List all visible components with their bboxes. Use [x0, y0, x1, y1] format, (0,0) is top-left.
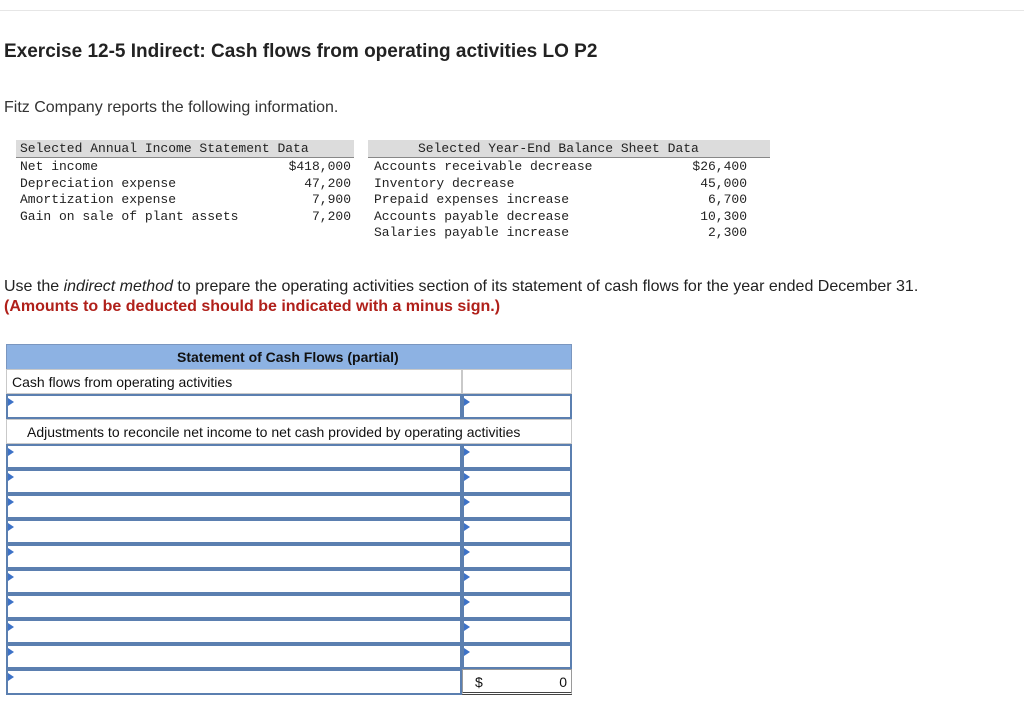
dropdown-marker-icon [8, 523, 14, 531]
income-row-label: Depreciation expense [20, 176, 177, 191]
worksheet-title: Statement of Cash Flows (partial) [177, 349, 399, 365]
balance-row-value: $26,400 [692, 159, 747, 174]
dropdown-marker-icon [464, 648, 470, 656]
adjustment-amount-input[interactable] [462, 469, 572, 494]
adjustment-label-input[interactable] [6, 619, 462, 644]
adjustment-amount-input[interactable] [462, 594, 572, 619]
income-row-value: 47,200 [304, 176, 351, 191]
total-value: 0 [559, 674, 567, 690]
intro-text: Fitz Company reports the following information. [4, 99, 339, 116]
dropdown-marker-icon [8, 623, 14, 631]
income-row-label: Gain on sale of plant assets [20, 209, 239, 224]
income-statement-heading: Selected Annual Income Statement Data [20, 141, 309, 156]
adjustments-label-text: Adjustments to reconcile net income to net cash provided by operating activities [27, 424, 521, 440]
adjustment-amount-input[interactable] [462, 544, 572, 569]
adjustment-label-input[interactable] [6, 494, 462, 519]
dropdown-marker-icon [8, 473, 14, 481]
balance-row-value: 45,000 [700, 176, 747, 191]
adjustment-label-input[interactable] [6, 444, 462, 469]
balance-row-label: Accounts receivable decrease [374, 159, 593, 174]
dropdown-marker-icon [464, 498, 470, 506]
dropdown-marker-icon [464, 623, 470, 631]
adjustments-label [6, 419, 572, 444]
balance-row-label: Inventory decrease [374, 176, 515, 191]
balance-row-value: 6,700 [707, 192, 747, 207]
dropdown-marker-icon [464, 573, 470, 581]
section-label: Cash flows from operating activities [6, 369, 462, 394]
worksheet-title-bar [6, 344, 572, 370]
dropdown-marker-icon [464, 448, 470, 456]
dropdown-marker-icon [8, 648, 14, 656]
total-currency: $ [475, 674, 483, 690]
dropdown-marker-icon [8, 573, 14, 581]
adjustment-label-input[interactable] [6, 644, 462, 669]
dropdown-marker-icon [8, 398, 14, 406]
dropdown-marker-icon [464, 548, 470, 556]
balance-sheet-header [368, 140, 770, 158]
income-row-label: Net income [20, 159, 99, 174]
adjustment-label-input[interactable] [6, 594, 462, 619]
instruction-part: to prepare the operating activities section of its statement of cash flows for the year ended December 31. [172, 278, 919, 295]
income-row-label: Amortization expense [20, 192, 177, 207]
adjustment-label-input[interactable] [6, 544, 462, 569]
dropdown-marker-icon [8, 673, 14, 681]
dropdown-marker-icon [464, 473, 470, 481]
income-row-value: 7,200 [311, 209, 351, 224]
balance-row-label: Accounts payable decrease [374, 209, 570, 224]
dropdown-marker-icon [8, 498, 14, 506]
net-income-label-input[interactable] [6, 394, 462, 419]
top-divider [0, 10, 1024, 11]
dropdown-marker-icon [464, 398, 470, 406]
balance-row-label: Prepaid expenses increase [374, 192, 570, 207]
adjustment-label-input[interactable] [6, 569, 462, 594]
dropdown-marker-icon [464, 523, 470, 531]
adjustment-amount-input[interactable] [462, 444, 572, 469]
net-income-amount-input[interactable] [462, 394, 572, 419]
instruction-emphasis: indirect method [63, 278, 173, 295]
adjustment-amount-input[interactable] [462, 569, 572, 594]
adjustment-label-input[interactable] [6, 469, 462, 494]
income-statement-header [16, 140, 354, 158]
income-row-value: $418,000 [288, 159, 351, 174]
adjustment-label-input[interactable] [6, 519, 462, 544]
dropdown-marker-icon [8, 448, 14, 456]
instruction-text [4, 278, 918, 296]
balance-row-label: Salaries payable increase [374, 225, 570, 240]
balance-row-value: 10,300 [700, 209, 747, 224]
instruction-note: (Amounts to be deducted should be indicated with a minus sign.) [4, 298, 501, 315]
dropdown-marker-icon [8, 598, 14, 606]
total-label-input[interactable] [6, 669, 462, 695]
adjustment-amount-input[interactable] [462, 619, 572, 644]
balance-row-value: 2,300 [707, 225, 747, 240]
balance-sheet-heading: Selected Year-End Balance Sheet Data [418, 141, 699, 156]
adjustment-amount-input[interactable] [462, 494, 572, 519]
instruction-part: Use the [4, 278, 64, 295]
page-title: Exercise 12-5 Indirect: Cash flows from operating activities LO P2 [4, 41, 598, 62]
adjustment-amount-input[interactable] [462, 644, 572, 669]
income-row-value: 7,900 [311, 192, 351, 207]
section-label-amount-cell [462, 369, 572, 394]
adjustment-amount-input[interactable] [462, 519, 572, 544]
dropdown-marker-icon [464, 598, 470, 606]
dropdown-marker-icon [8, 548, 14, 556]
total-amount-cell [462, 669, 572, 695]
